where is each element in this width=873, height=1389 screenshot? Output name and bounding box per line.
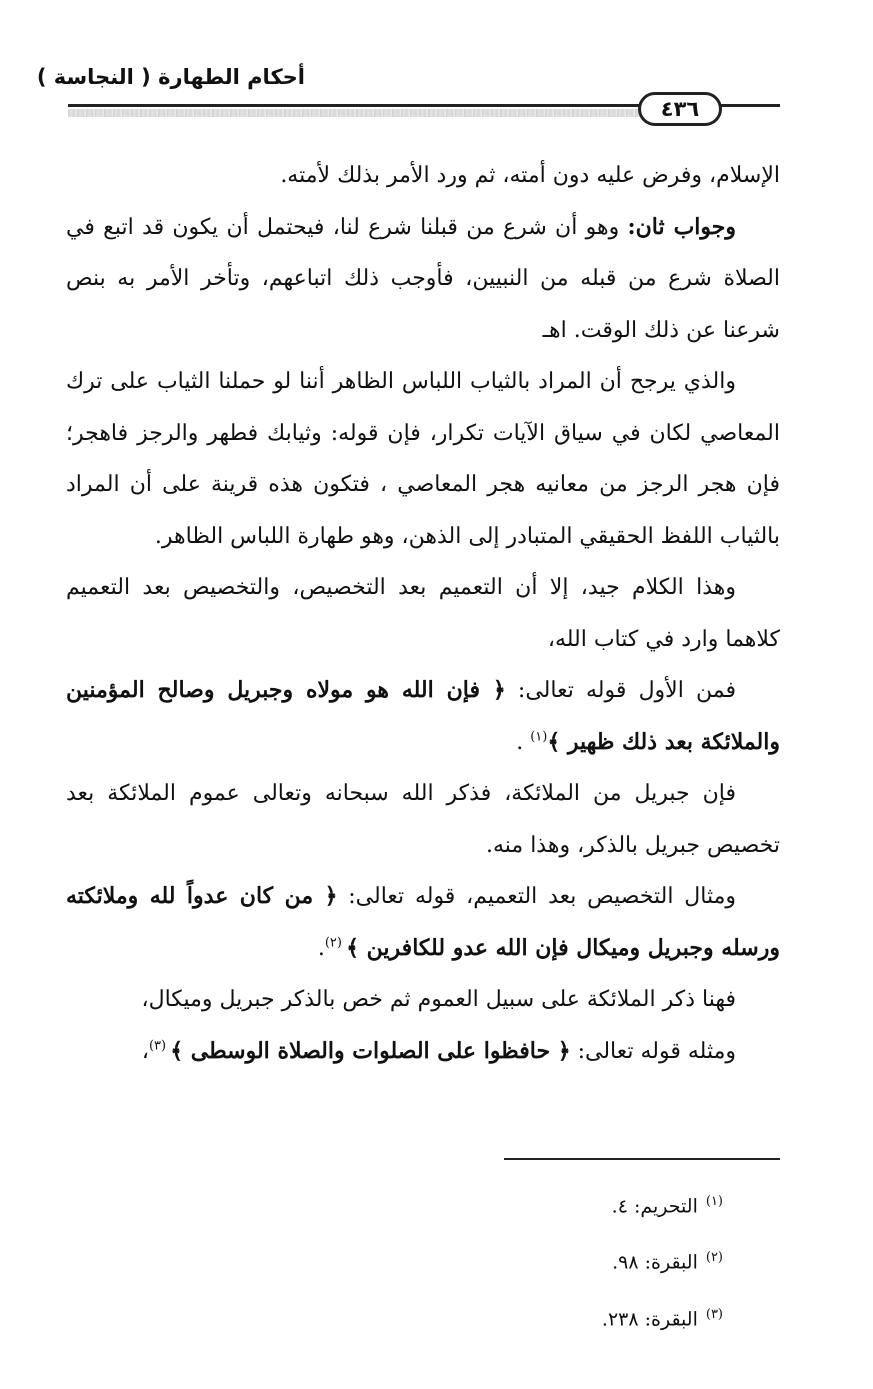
paragraph [66,768,780,871]
paragraph-text: ، [141,1038,149,1064]
footnote-marker: (١) [530,729,548,745]
page-number: ٤٣٦ [638,92,722,126]
paragraph [66,974,780,1026]
quran-verse: ﴿ من كان عدواً لله وملائكته ورسله وجبريل وميكال فإن الله عدو للكافرين ﴾ [66,883,780,961]
quran-verse: ﴿ فإن الله هو مولاه وجبريل وصالح المؤمنين والملائكة بعد ذلك ظهير ﴾ [66,677,780,755]
paragraph-text: وهو أن شرع من قبلنا شرع لنا، فيحتمل أن يكون قد اتبع في الصلاة شرع من قبله من النبيين، فأوجب ذلك اتباعهم، وتأخر الأمر به بنص شرعنا عن ذلك الوقت. اهـ [66,214,780,343]
paragraph-text: والذي يرجح أن المراد بالثياب اللباس الظاهر أننا لو حملنا الثياب على ترك المعاصي لكان في سياق الآيات تكرار، فإن قوله: وثيابك فطهر والرجز فاهجر؛ فإن هجر الرجز من معانيه هجر المعاصي ، فتكون هذه قرينة على أن المراد بالثياب اللفظ الحقيقي المتبادر إلى الذهن، وهو طهارة اللباس الظاهر. [66,369,780,549]
footnote [602,1232,723,1288]
paragraph-text: الإسلام، وفرض عليه دون أمته، ثم ورد الأمر بذلك لأمته. [280,163,780,188]
footnote-text: التحريم: ٤. [611,1195,698,1218]
footnotes [602,1176,723,1345]
footnote-text: البقرة: ٩٨. [612,1251,698,1274]
paragraph [66,665,780,768]
paragraph-text: فمن الأول قوله تعالى: [505,678,737,703]
footnote-number: (١) [705,1194,723,1209]
footnote-number: (٣) [705,1306,723,1322]
paragraph-text: فإن جبريل من الملائكة، فذكر الله سبحانه وتعالى عموم الملائكة بعد تخصيص جبريل بالذكر، وهذا منه. [66,781,780,858]
paragraph [66,871,780,974]
paragraph [66,202,780,357]
footnote [602,1176,723,1232]
paragraph-text: وهذا الكلام جيد، إلا أن التعميم بعد التخصيص، والتخصيص بعد التعميم كلاهما وارد في كتاب الله، [66,575,780,652]
paragraph-text: . [516,729,531,755]
paragraph [66,562,780,665]
quran-verse: ﴿ حافظوا على الصلوات والصلاة الوسطى ﴾ [170,1037,571,1064]
paragraph-lead: وجواب ثان: [627,213,736,240]
footnote-number: (٢) [705,1250,723,1266]
paragraph-text: . [317,935,325,961]
footnote-marker: (٢) [324,935,347,951]
footnote-separator [504,1158,780,1160]
paragraph-text: فهنا ذكر الملائكة على سبيل العموم ثم خص بالذكر جبريل وميكال، [141,987,736,1012]
main-text [66,150,780,1077]
paragraph [66,1026,780,1078]
paragraph-text: ومثال التخصيص بعد التعميم، قوله تعالى: [337,884,736,909]
header-rule-shading [68,109,658,117]
paragraph-text: ومثله قوله تعالى: [570,1038,736,1064]
footnote [602,1289,723,1345]
footnote-text: البقرة: ٢٣٨. [601,1307,698,1330]
paragraph [66,150,780,202]
running-header-title: أحكام الطهارة ( النجاسة ) [36,65,305,89]
footnote-marker: (٣) [148,1038,171,1054]
paragraph [66,356,780,562]
